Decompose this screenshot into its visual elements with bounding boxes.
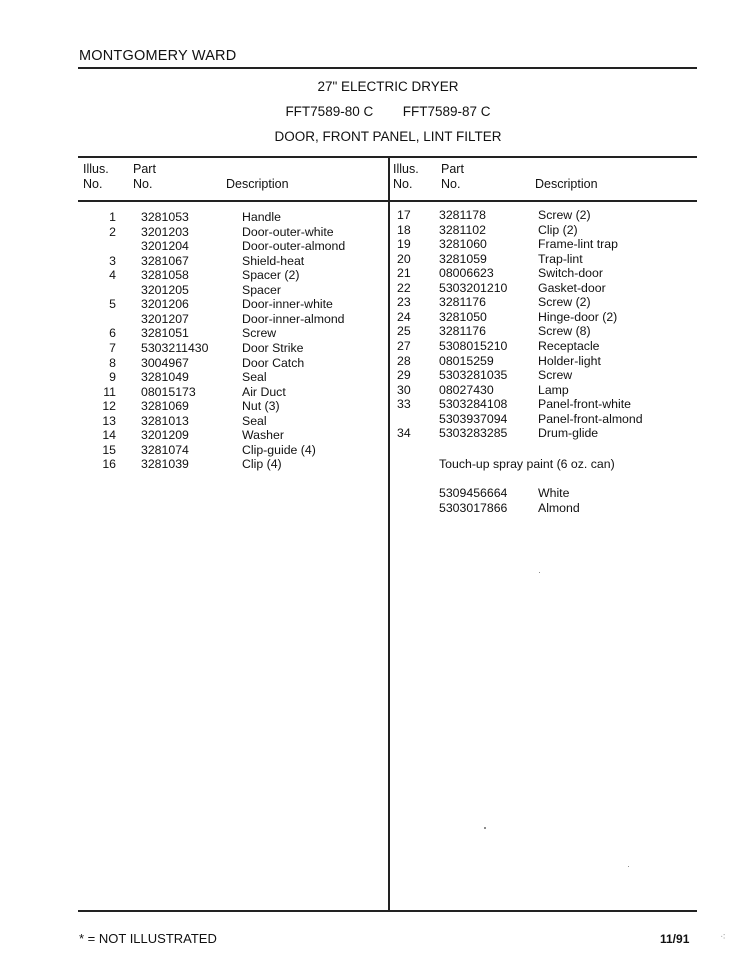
part-description: Door-outer-almond: [242, 239, 346, 254]
part-description: Panel-front-almond: [538, 411, 643, 426]
part-description: Air Duct: [242, 384, 286, 399]
part-number: 5303937094: [439, 411, 508, 426]
illus-number: 15: [102, 442, 116, 457]
illus-number: 13: [102, 413, 116, 428]
illus-number: 4: [109, 268, 116, 283]
illus-number: 24: [397, 309, 411, 324]
part-description: Panel-front-white: [538, 397, 631, 412]
scan-speck: [539, 572, 540, 573]
part-description: Gasket-door: [538, 280, 606, 295]
illus-number: 21: [397, 266, 411, 281]
part-description: Nut (3): [242, 399, 280, 414]
document-title: 27" ELECTRIC DRYER: [317, 79, 459, 94]
part-description: Almond: [538, 500, 580, 515]
part-number: 3281067: [141, 253, 189, 268]
part-description: Clip (2): [538, 222, 578, 237]
table-bottom-rule: [78, 910, 697, 912]
part-description: Lamp: [538, 382, 569, 397]
header-text: Part: [133, 162, 156, 176]
illus-number: 9: [109, 370, 116, 385]
illus-number: 12: [102, 399, 116, 414]
part-description: Holder-light: [538, 353, 601, 368]
illus-number: 22: [397, 280, 411, 295]
illus-number: 25: [397, 324, 411, 339]
illus-number: 23: [397, 295, 411, 310]
part-description: Door-inner-almond: [242, 311, 345, 326]
part-number: 3281050: [439, 309, 487, 324]
header-illus-right: [393, 162, 419, 192]
illus-number: 14: [102, 428, 116, 443]
part-description: Spacer (2): [242, 268, 300, 283]
part-description: Hinge-door (2): [538, 309, 618, 324]
scan-speck: [484, 827, 486, 829]
part-number: 5308015210: [439, 338, 508, 353]
part-description: Spacer: [242, 282, 281, 297]
model-number-1: FFT7589-80 C: [285, 104, 374, 119]
part-number: 3201204: [141, 239, 189, 254]
column-divider: [388, 156, 390, 912]
part-number: 3281049: [141, 370, 189, 385]
illus-number: 8: [109, 355, 116, 370]
model-numbers: [78, 104, 698, 119]
illus-number: 3: [109, 253, 116, 268]
header-description-right: Description: [535, 177, 598, 191]
part-number: 3281059: [439, 251, 487, 266]
illus-number: 7: [109, 340, 116, 355]
header-text: No.: [441, 177, 461, 191]
part-description: Clip (4): [242, 457, 282, 472]
illus-number: 11: [103, 384, 116, 399]
top-rule: [78, 67, 697, 69]
part-number: 5309456664: [439, 486, 508, 500]
part-number: 5303283285: [439, 426, 508, 441]
part-description: Door Strike: [242, 340, 304, 355]
illus-number: 20: [397, 251, 411, 266]
part-number: 3281069: [141, 399, 189, 414]
part-description: Door Catch: [242, 355, 305, 370]
part-description: Door-inner-white: [242, 297, 333, 312]
part-number: 5303201210: [439, 280, 508, 295]
part-number: 3201203: [141, 224, 189, 239]
part-number: 5303281035: [439, 368, 508, 383]
part-number: 3281053: [141, 210, 189, 224]
illus-number: 16: [102, 457, 116, 472]
part-description: Shield-heat: [242, 253, 305, 268]
part-number: 08015173: [141, 384, 196, 399]
part-description: White: [538, 486, 570, 500]
part-description: Seal: [242, 413, 267, 428]
part-number: 3281051: [141, 326, 189, 341]
illus-number: 17: [397, 208, 411, 222]
illus-number: 18: [397, 222, 411, 237]
header-text: No.: [133, 177, 153, 191]
header-text: Part: [441, 162, 464, 176]
header-illus-left: [83, 162, 109, 192]
part-number: 3281058: [141, 268, 189, 283]
part-number: 5303284108: [439, 397, 508, 412]
part-number: 5303017866: [439, 500, 508, 515]
part-number: 08006623: [439, 266, 494, 281]
illus-number: 6: [109, 326, 116, 341]
header-text: No.: [393, 177, 413, 191]
touchup-label: Touch-up spray paint (6 oz. can): [439, 457, 615, 471]
part-number: 3281176: [439, 295, 486, 310]
header-description-left: Description: [226, 177, 289, 191]
header-part-right: [441, 162, 464, 192]
illus-number: 5: [109, 297, 116, 312]
part-description: Seal: [242, 370, 267, 385]
part-number: 08027430: [439, 382, 494, 397]
part-number: 08015259: [439, 353, 494, 368]
part-description: Screw (2): [538, 208, 591, 222]
part-number: 3281013: [141, 413, 189, 428]
part-description: Screw (8): [538, 324, 591, 339]
illus-number: 19: [397, 237, 411, 252]
illus-number: 29: [397, 368, 411, 383]
part-description: Handle: [242, 210, 281, 224]
part-description: Screw: [538, 368, 573, 383]
header-part-left: [133, 162, 156, 192]
header-text: Illus.: [393, 162, 419, 176]
header-text: Illus.: [83, 162, 109, 176]
scan-speck: [628, 866, 629, 867]
part-number: 3281178: [439, 208, 486, 222]
part-number: 3281102: [439, 222, 486, 237]
part-number: 5303211430: [141, 340, 209, 355]
illus-number: 33: [397, 397, 411, 412]
part-number: 3281176: [439, 324, 486, 339]
scan-mark-icon: ⁖: [720, 932, 726, 943]
illus-number: 28: [397, 353, 411, 368]
part-number: 3004967: [141, 355, 189, 370]
part-description: Clip-guide (4): [242, 442, 316, 457]
model-number-2: FFT7589-87 C: [402, 104, 491, 119]
part-number: 3201206: [141, 297, 189, 312]
part-description: Door-outer-white: [242, 224, 334, 239]
part-description: Frame-lint trap: [538, 237, 618, 252]
part-description: Switch-door: [538, 266, 603, 281]
part-number: 3201205: [141, 282, 189, 297]
part-description: Drum-glide: [538, 426, 599, 441]
part-number: 3201209: [141, 428, 189, 443]
illus-number: 34: [397, 426, 411, 441]
header-text: No.: [83, 177, 103, 191]
part-number: 3201207: [141, 311, 189, 326]
brand-name: MONTGOMERY WARD: [79, 48, 237, 64]
part-description: Washer: [242, 428, 284, 443]
part-number: 3281039: [141, 457, 189, 472]
part-description: Screw (2): [538, 295, 591, 310]
section-title: DOOR, FRONT PANEL, LINT FILTER: [274, 129, 502, 144]
revision-date: 11/91: [660, 932, 690, 946]
illus-number: 2: [109, 224, 116, 239]
part-number: 3281074: [141, 442, 189, 457]
illus-number: 27: [397, 338, 411, 353]
part-description: Screw: [242, 326, 277, 341]
part-description: Trap-lint: [538, 251, 583, 266]
part-number: 3281060: [439, 237, 487, 252]
illus-number: 30: [397, 382, 411, 397]
part-description: Receptacle: [538, 338, 600, 353]
not-illustrated-note: * = NOT ILLUSTRATED: [79, 931, 217, 946]
illus-number: 1: [109, 210, 116, 224]
